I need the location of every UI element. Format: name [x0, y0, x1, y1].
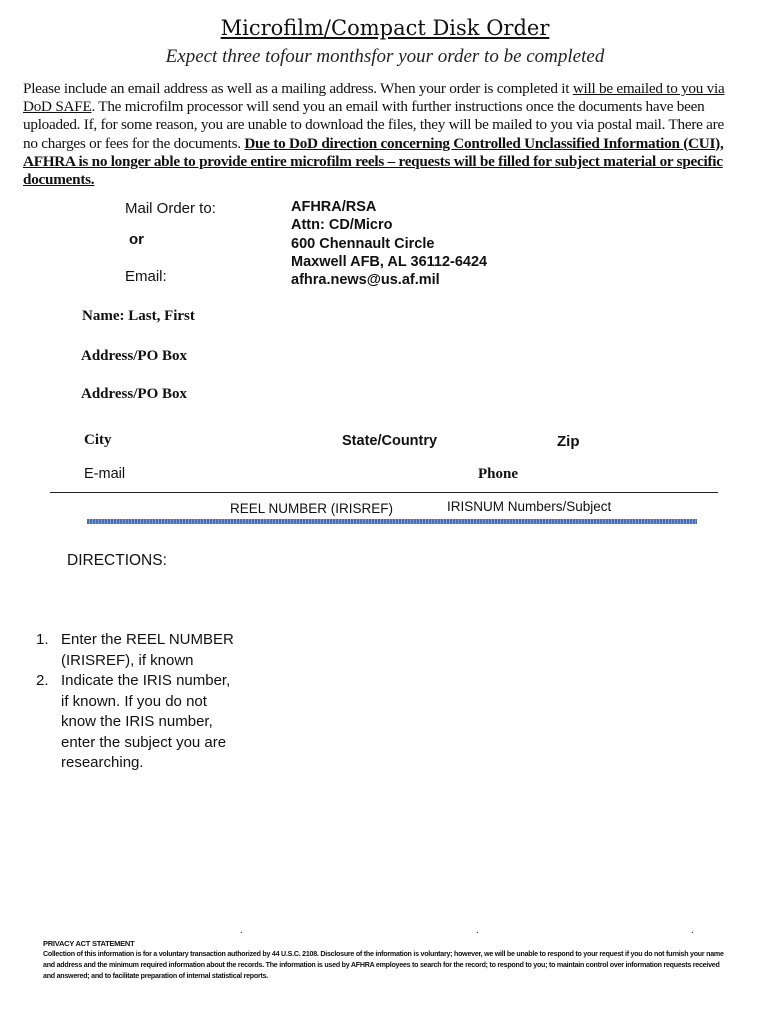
- page-title: Microfilm/Compact Disk Order: [220, 16, 550, 40]
- email-field-label: E-mail: [84, 466, 126, 482]
- address-line: AFHRA/RSA: [291, 199, 377, 215]
- privacy-act-statement: [43, 938, 733, 982]
- address-line: 600 Chennault Circle: [291, 235, 435, 252]
- name-field-label: Name: Last, First: [82, 308, 195, 324]
- table-header-rule: [87, 519, 697, 524]
- divider-line: [50, 492, 718, 493]
- intro-text: Please include an email address as well as a mailing address. When your order is completed it: [23, 80, 573, 97]
- dod-safe-note: will be emailed to you via DoD SAFE: [23, 80, 725, 116]
- intro-text-continued: . The microfilm processor will send you an email with further instructions once the documents have been uploaded. If, for some reason, you are unable to download the files, they will be mailed to you via postal mail. There are no charges or fees for the documents.: [23, 98, 724, 152]
- step-number: 2.: [36, 672, 49, 689]
- mail-order-label: Mail Order to:: [125, 200, 216, 217]
- phone-field-label: Phone: [478, 466, 519, 482]
- address-field-label: Address/PO Box: [81, 348, 187, 364]
- privacy-heading: PRIVACY ACT STATEMENT: [43, 939, 135, 948]
- irisnum-column-header: IRISNUM Numbers/Subject: [447, 499, 612, 514]
- step-text: Indicate the IRIS number, if known. If you do not know the IRIS number, enter the subject you are researching.: [61, 672, 231, 771]
- address-field-label-2: Address/PO Box: [81, 386, 187, 402]
- step-text: Enter the REEL NUMBER (IRISREF), if known: [61, 631, 234, 669]
- zip-field-label: Zip: [557, 433, 580, 450]
- cui-notice: Due to DoD direction concerning Controlled Unclassified Information (CUI), AFHRA is no longer able to provide entire microfilm reels – requests will be filled for subject material or specific documents.: [23, 134, 724, 189]
- or-label: or: [129, 231, 144, 248]
- directions-heading: DIRECTIONS:: [67, 552, 167, 569]
- list-item: [36, 671, 236, 774]
- directions-list: [36, 630, 236, 774]
- privacy-text: Collection of this information is for a voluntary transaction authorized by 44 U.S.C. 2108. Disclosure of the information is voluntary; however, we will be unable to respond to your request if you do not furnish your name and address and the minimum required information about the records. The information is used by AFHRA employees to search for the record; to respond to you; to maintain control over information requests received and answered; and to facilitate preparation of internal statistical reports.: [43, 950, 724, 980]
- email-label: Email:: [125, 268, 167, 285]
- intro-paragraph: [23, 80, 728, 189]
- step-number: 1.: [36, 631, 49, 648]
- address-line: Maxwell AFB, AL 36112-6424: [291, 253, 488, 270]
- state-field-label: State/Country: [342, 433, 438, 449]
- contact-email: afhra.news@us.af.mil: [291, 272, 440, 289]
- reel-number-column-header: REEL NUMBER (IRISREF): [230, 501, 394, 516]
- city-field-label: City: [84, 432, 112, 448]
- mailing-address: [291, 198, 487, 289]
- list-item: [36, 630, 236, 671]
- page-subtitle: Expect three tofour monthsfor your order to be completed: [165, 46, 605, 67]
- address-line: Attn: CD/Micro: [291, 217, 393, 234]
